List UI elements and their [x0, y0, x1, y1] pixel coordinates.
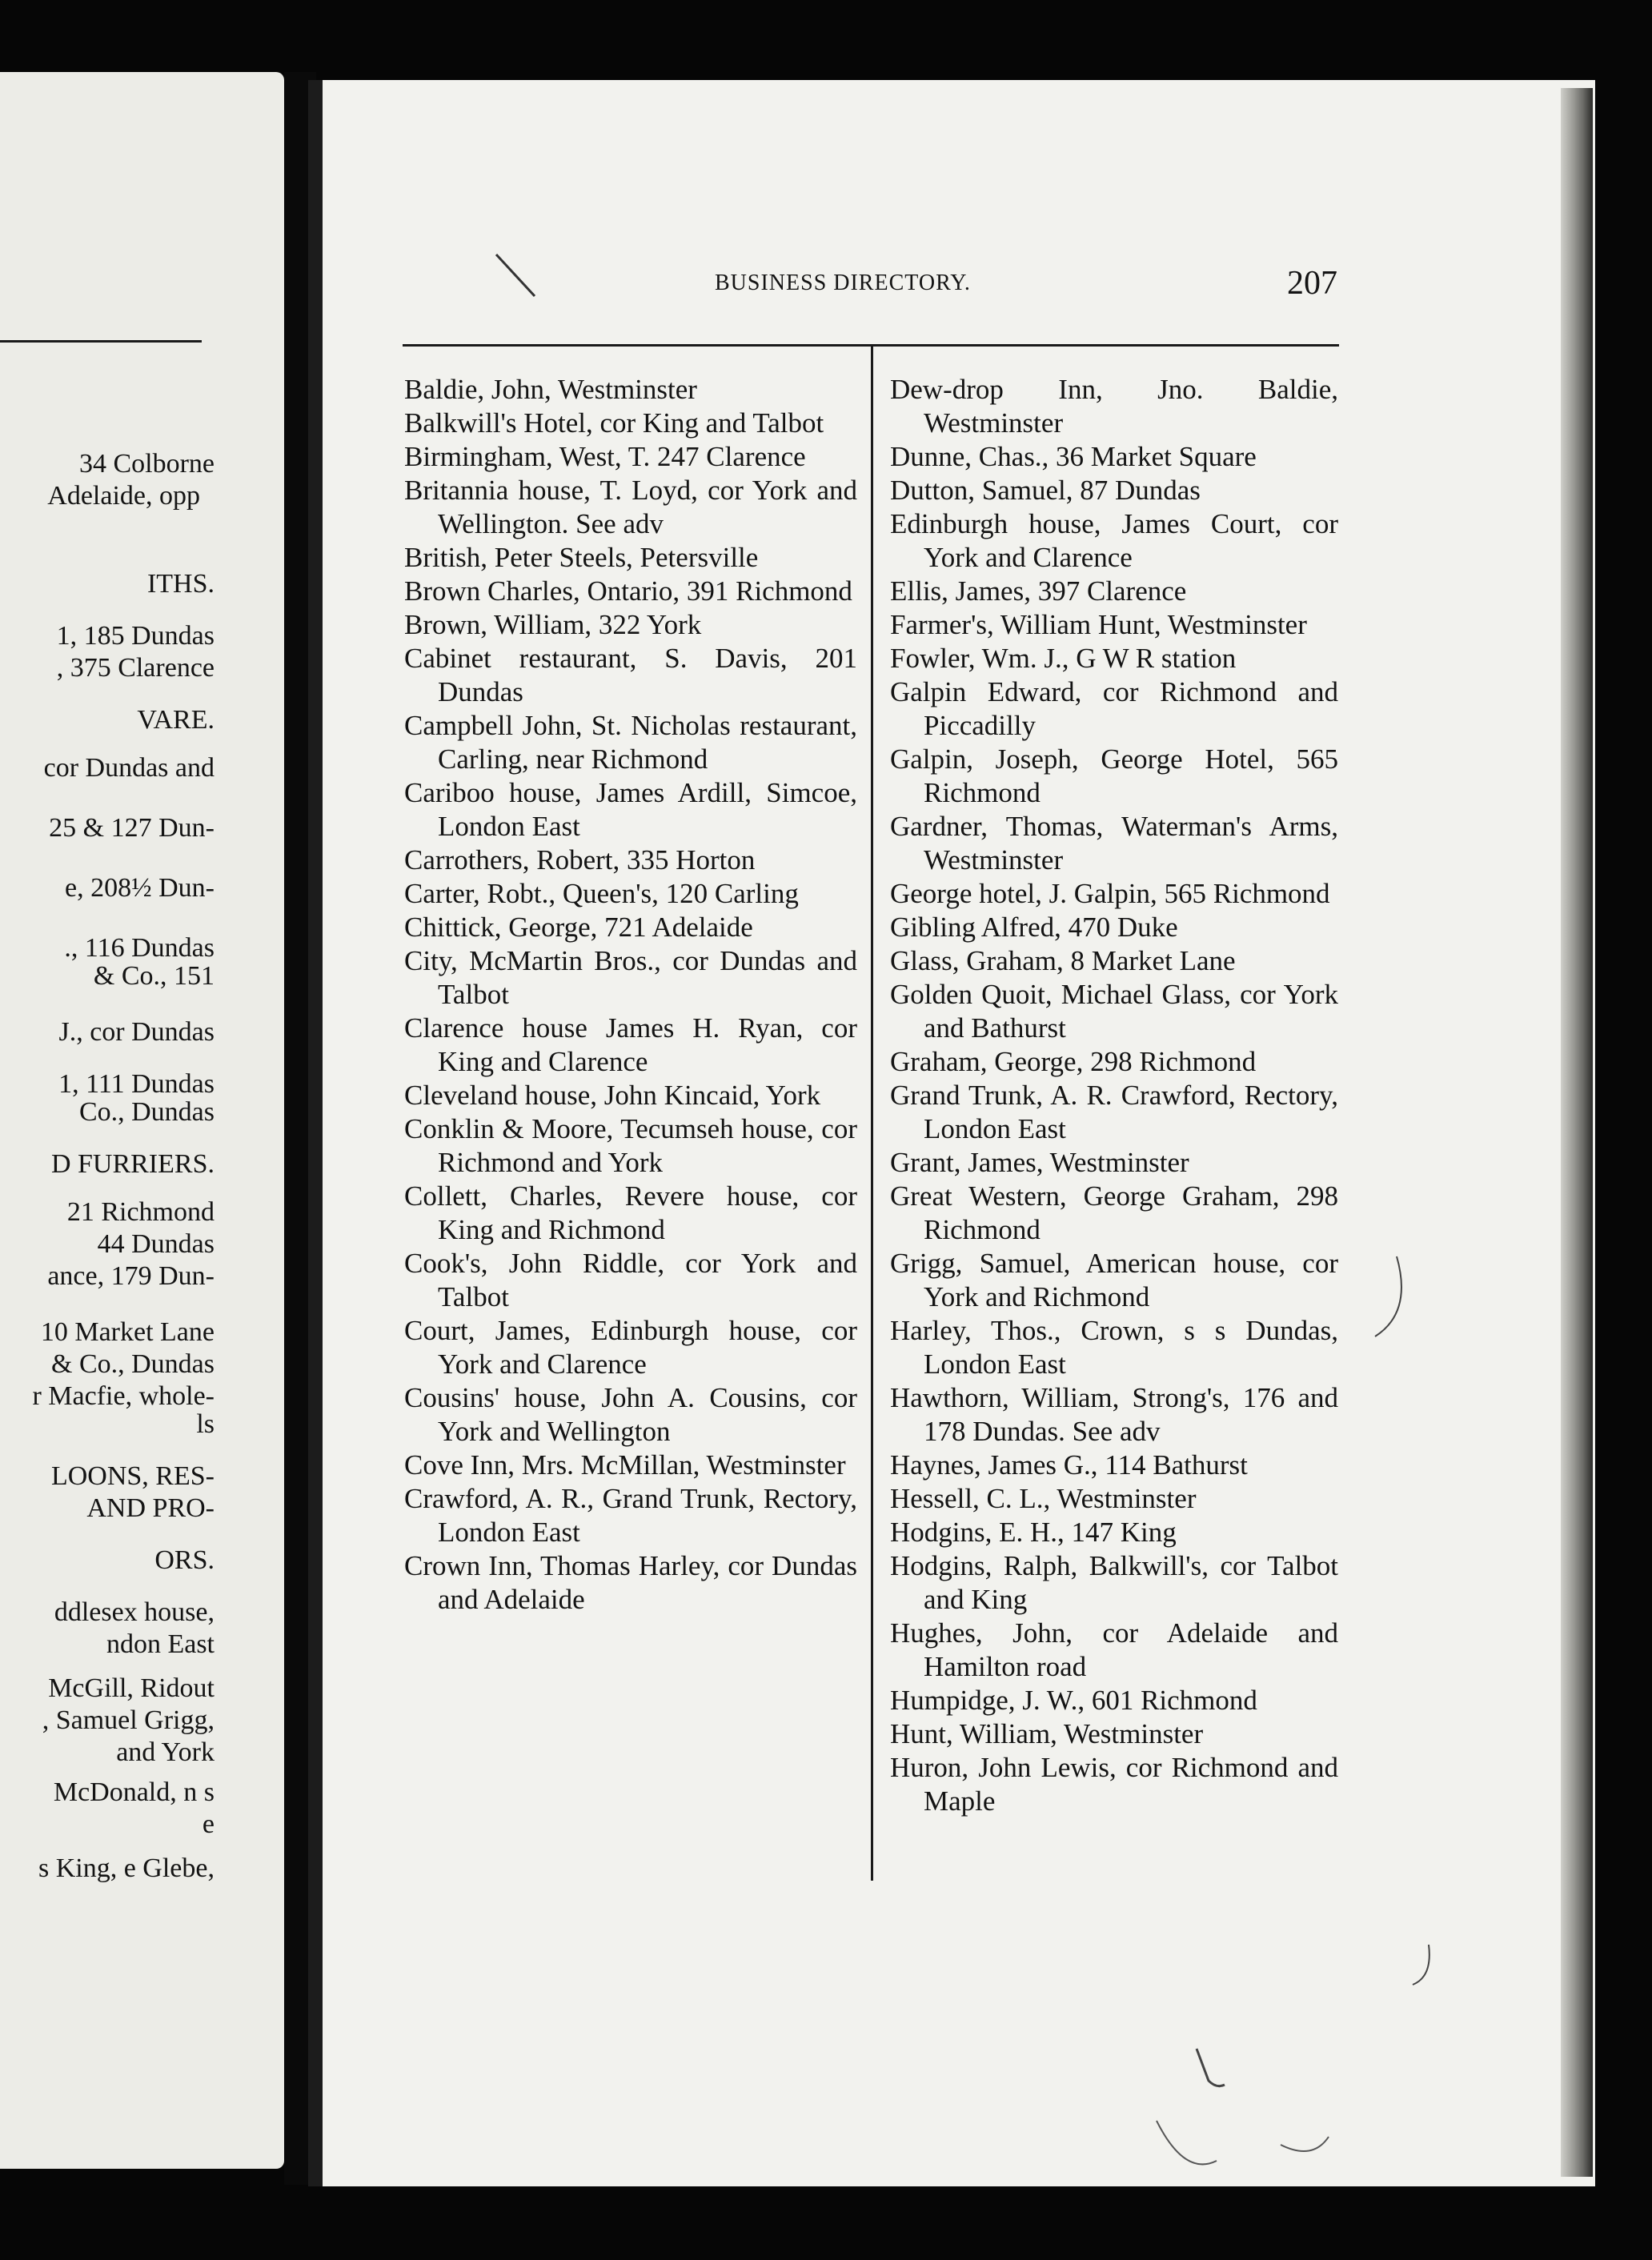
- directory-entry: Hodgins, E. H., 147 King: [890, 1517, 1177, 1548]
- directory-entry: Birmingham, West, T. 247 Clarence: [404, 441, 806, 472]
- directory-entry: Cleveland house, John Kincaid, York: [404, 1080, 821, 1111]
- running-header: BUSINESS DIRECTORY.: [715, 270, 971, 295]
- directory-entry: Dunne, Chas., 36 Market Square: [890, 441, 1257, 472]
- left-page-line: 44 Dundas: [97, 1229, 215, 1259]
- left-page-line: ls: [196, 1409, 215, 1439]
- left-page-line: ORS.: [154, 1545, 215, 1575]
- left-page-line: e: [202, 1809, 215, 1839]
- left-page-line: McGill, Ridout: [48, 1673, 215, 1703]
- directory-entry: Carrothers, Robert, 335 Horton: [404, 844, 756, 876]
- directory-entry: Gardner, Thomas, Waterman's Arms, Westminster: [890, 811, 1338, 876]
- directory-entry: Farmer's, William Hunt, Westminster: [890, 609, 1307, 640]
- directory-entry: Galpin, Joseph, George Hotel, 565 Richmond: [890, 743, 1338, 808]
- directory-entry: Graham, George, 298 Richmond: [890, 1046, 1257, 1077]
- left-page-line: D FURRIERS.: [50, 1149, 215, 1179]
- directory-entry: Haynes, James G., 114 Bathurst: [890, 1449, 1248, 1481]
- left-page: [0, 72, 284, 2169]
- directory-entry: City, McMartin Bros., cor Dundas and Talbot: [404, 945, 857, 1010]
- directory-entry: Hughes, John, cor Adelaide and Hamilton road: [890, 1617, 1338, 1682]
- directory-entry: Huron, John Lewis, cor Richmond and Maple: [890, 1752, 1338, 1817]
- left-page-line: VARE.: [137, 705, 215, 735]
- left-page-line: cor Dundas and: [43, 753, 215, 783]
- directory-entry: Hodgins, Ralph, Balkwill's, cor Talbot and King: [890, 1550, 1338, 1615]
- left-page-line: s King, e Glebe,: [38, 1853, 215, 1883]
- directory-entry: Hawthorn, William, Strong's, 176 and 178 Dundas. See adv: [890, 1382, 1338, 1447]
- directory-entry: Fowler, Wm. J., G W R station: [890, 643, 1237, 674]
- directory-entry: Galpin Edward, cor Richmond and Piccadilly: [890, 676, 1338, 741]
- directory-entry: Ellis, James, 397 Clarence: [890, 575, 1187, 607]
- directory-entry: Brown Charles, Ontario, 391 Richmond: [404, 575, 852, 607]
- left-page-line: AND PRO-: [86, 1493, 215, 1523]
- directory-entry: Grand Trunk, A. R. Crawford, Rectory, London East: [890, 1080, 1338, 1144]
- left-page-line: 25 & 127 Dun-: [49, 813, 215, 843]
- directory-entry: Balkwill's Hotel, cor King and Talbot: [404, 407, 824, 439]
- directory-entry: Glass, Graham, 8 Market Lane: [890, 945, 1236, 976]
- directory-entry: Conklin & Moore, Tecumseh house, cor Richmond and York: [404, 1113, 857, 1178]
- left-page-line: & Co., Dundas: [51, 1349, 215, 1379]
- directory-entry: Carter, Robt., Queen's, 120 Carling: [404, 878, 799, 909]
- directory-entry: Brown, William, 322 York: [404, 609, 702, 640]
- directory-entry: Grant, James, Westminster: [890, 1147, 1189, 1178]
- directory-entry: Harley, Thos., Crown, s s Dundas, London East: [890, 1315, 1338, 1380]
- directory-entry: Humpidge, J. W., 601 Richmond: [890, 1685, 1257, 1716]
- directory-entry: Golden Quoit, Michael Glass, cor York and Bathurst: [890, 979, 1338, 1044]
- left-page-line: , Samuel Grigg,: [42, 1705, 215, 1735]
- directory-entry: Court, James, Edinburgh house, cor York and Clarence: [404, 1315, 857, 1380]
- directory-entry: Crown Inn, Thomas Harley, cor Dundas and Adelaide: [404, 1550, 857, 1615]
- left-page-line: r Macfie, whole-: [32, 1381, 215, 1411]
- left-page-line: e, 208½ Dun-: [65, 873, 215, 903]
- left-page-line: McDonald, n s: [53, 1777, 215, 1807]
- right-column: [890, 373, 1338, 1818]
- left-page-line: 1, 111 Dundas: [58, 1069, 215, 1099]
- left-page-rule: [0, 340, 202, 343]
- left-column: [404, 373, 857, 1617]
- directory-entry: Baldie, John, Westminster: [404, 374, 697, 405]
- page-number: 207: [1287, 265, 1337, 302]
- column-divider: [871, 344, 873, 1881]
- directory-entry: Cook's, John Riddle, cor York and Talbot: [404, 1248, 857, 1312]
- directory-entry: Chittick, George, 721 Adelaide: [404, 912, 753, 943]
- directory-entry: Great Western, George Graham, 298 Richmond: [890, 1180, 1338, 1245]
- left-page-line: & Co., 151: [93, 961, 215, 991]
- directory-entry: Crawford, A. R., Grand Trunk, Rectory, London East: [404, 1483, 857, 1548]
- left-page-line: 34 Colborne: [78, 449, 215, 479]
- directory-entry: British, Peter Steels, Petersville: [404, 542, 759, 573]
- directory-entry: George hotel, J. Galpin, 565 Richmond: [890, 878, 1330, 909]
- left-page-line: 10 Market Lane: [40, 1317, 215, 1347]
- directory-entry: Britannia house, T. Loyd, cor York and Wellington. See adv: [404, 475, 857, 539]
- directory-entry: Cousins' house, John A. Cousins, cor York and Wellington: [404, 1382, 857, 1447]
- directory-entry: Hessell, C. L., Westminster: [890, 1483, 1197, 1514]
- directory-entry: Cariboo house, James Ardill, Simcoe, London East: [404, 777, 857, 842]
- left-page-line: Co., Dundas: [78, 1097, 215, 1127]
- page-edge: [1561, 88, 1593, 2177]
- directory-entry: Dew-drop Inn, Jno. Baldie, Westminster: [890, 374, 1338, 439]
- directory-entry: Grigg, Samuel, American house, cor York and Richmond: [890, 1248, 1338, 1312]
- left-page-line: ndon East: [106, 1629, 215, 1659]
- directory-entry: Gibling Alfred, 470 Duke: [890, 912, 1178, 943]
- left-page-line: , 375 Clarence: [56, 653, 215, 683]
- left-page-line: 21 Richmond: [66, 1197, 215, 1227]
- left-page-line: ance, 179 Dun-: [47, 1261, 215, 1291]
- directory-entry: Campbell John, St. Nicholas restaurant, Carling, near Richmond: [404, 710, 857, 775]
- left-page-line: LOONS, RES-: [50, 1461, 215, 1491]
- left-page-line: J., cor Dundas: [58, 1017, 215, 1047]
- left-page-line: and York: [116, 1737, 215, 1767]
- directory-entry: Cabinet restaurant, S. Davis, 201 Dundas: [404, 643, 857, 707]
- left-page-line: ITHS.: [146, 569, 215, 599]
- left-page-line: 1, 185 Dundas: [56, 621, 215, 651]
- directory-entry: Edinburgh house, James Court, cor York and Clarence: [890, 508, 1338, 573]
- directory-entry: Cove Inn, Mrs. McMillan, Westminster: [404, 1449, 846, 1481]
- left-page-line: Adelaide, opp: [47, 481, 200, 511]
- directory-entry: Hunt, William, Westminster: [890, 1718, 1204, 1749]
- directory-entry: Collett, Charles, Revere house, cor King and Richmond: [404, 1180, 857, 1245]
- left-page-line: ddlesex house,: [54, 1597, 215, 1627]
- left-page-line: ., 116 Dundas: [64, 933, 215, 963]
- directory-entry: Clarence house James H. Ryan, cor King and Clarence: [404, 1012, 857, 1077]
- directory-entry: Dutton, Samuel, 87 Dundas: [890, 475, 1201, 506]
